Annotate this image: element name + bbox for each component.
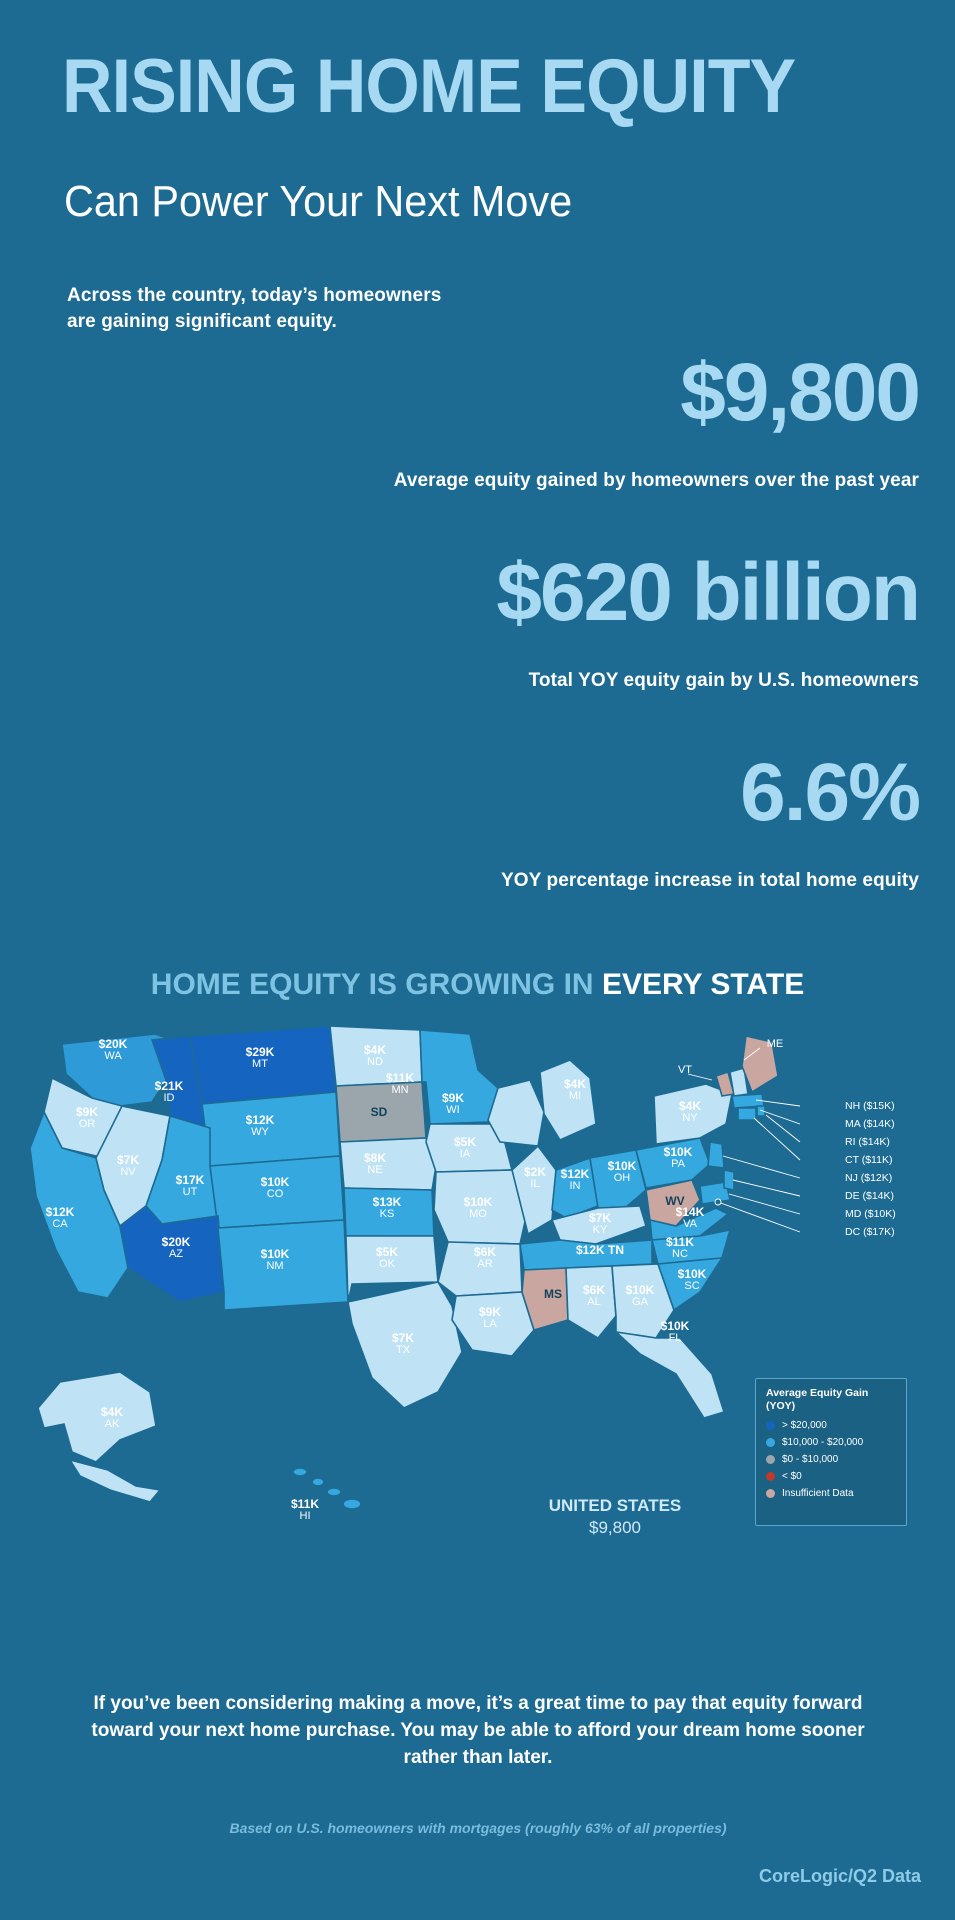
map-label-SC: $10K SC xyxy=(677,1267,707,1292)
stat-label-total-gain: Total YOY equity gain by U.S. homeowners xyxy=(528,670,919,691)
map-heading xyxy=(0,968,955,1002)
map-leader-NH: NH ($15K) xyxy=(845,1100,895,1112)
state-shape-DE xyxy=(724,1170,734,1190)
map-label-PA: $10K PA xyxy=(663,1145,693,1170)
map-label-IL: $2K IL xyxy=(523,1165,546,1190)
state-shape-TX xyxy=(348,1282,462,1408)
map-label-OK: $5K OK xyxy=(375,1245,398,1270)
map-label-ID: $21K ID xyxy=(154,1079,184,1104)
map-label-WA: $20K WA xyxy=(98,1037,128,1062)
map-leader-MD: MD ($10K) xyxy=(845,1208,896,1220)
state-shape-AK xyxy=(38,1372,156,1462)
map-label-CO: $10K CO xyxy=(260,1175,290,1200)
map-label-NE: $8K NE xyxy=(363,1151,386,1176)
state-shape-CO xyxy=(210,1156,344,1228)
map-label-AZ: $20K AZ xyxy=(161,1235,191,1260)
map-label-NY: $4K NY xyxy=(678,1099,701,1124)
map-label-TN: $12K TN xyxy=(575,1243,625,1257)
map-label-KS: $13K KS xyxy=(372,1195,402,1220)
state-shape-MT xyxy=(190,1026,336,1104)
state-shape-OH xyxy=(590,1150,646,1214)
source-credit: CoreLogic/Q2 Data xyxy=(758,1866,921,1886)
state-shape-SD xyxy=(336,1082,426,1142)
footnote: Based on U.S. homeowners with mortgages (roughly 63% of all properties) xyxy=(229,1820,727,1836)
map-label-CA: $12K CA xyxy=(45,1205,75,1230)
state-shape-KS xyxy=(344,1188,434,1236)
map-label-GA: $10K GA xyxy=(625,1283,655,1308)
us-equity-map xyxy=(0,1020,955,1640)
map-label-KY: $7K KY xyxy=(588,1211,611,1236)
legend-item-negative xyxy=(766,1471,898,1482)
map-label-IA: $5K IA xyxy=(453,1135,476,1160)
state-shape-WY xyxy=(202,1092,340,1166)
map-label-MO: $10K MO xyxy=(463,1195,493,1220)
map-label-VA: $14K VA xyxy=(675,1205,705,1230)
state-shape-ME xyxy=(742,1036,778,1092)
map-label-MS: MS xyxy=(544,1287,562,1301)
legend-swatch-insufficient xyxy=(766,1489,775,1498)
map-svg xyxy=(0,1020,955,1640)
map-leader-RI: RI ($14K) xyxy=(845,1136,890,1148)
legend-item-gt20k xyxy=(766,1420,898,1431)
map-leader-DC: DC ($17K) xyxy=(845,1226,895,1238)
map-label-AK: $4K AK xyxy=(100,1405,123,1430)
legend-item-10k-20k xyxy=(766,1437,898,1448)
state-shape-ND xyxy=(330,1026,422,1086)
map-label-OR: $9K OR xyxy=(75,1105,98,1130)
state-shape-CT xyxy=(738,1108,756,1120)
legend-item-0-10k xyxy=(766,1454,898,1465)
state-shape-MN xyxy=(420,1030,498,1124)
state-shape-AK-tail xyxy=(70,1460,160,1502)
legend-label-negative: < $0 xyxy=(782,1471,802,1482)
map-label-MT: $29K MT xyxy=(245,1045,275,1070)
state-shape-NJ xyxy=(708,1142,724,1168)
legend-swatch-negative xyxy=(766,1472,775,1481)
page-subtitle: Can Power Your Next Move xyxy=(64,177,573,226)
legend-label-insufficient: Insufficient Data xyxy=(782,1488,854,1499)
map-label-LA: $9K LA xyxy=(478,1305,501,1330)
state-shape-MO xyxy=(434,1170,528,1244)
map-label-AR: $6K AR xyxy=(473,1245,496,1270)
us-total-value: $9,800 xyxy=(589,1518,641,1537)
state-shape-HI xyxy=(293,1468,361,1509)
map-leader-NJ: NJ ($12K) xyxy=(845,1172,893,1184)
intro-text: Across the country, today’s homeowners are gaining significant equity. xyxy=(67,285,442,332)
legend-label-0-10k: $0 - $10,000 xyxy=(782,1454,839,1465)
state-shape-PA xyxy=(636,1138,710,1188)
map-label-WI: $9K WI xyxy=(441,1091,464,1116)
map-leader-DE: DE ($14K) xyxy=(845,1190,895,1202)
map-label-ND: $4K ND xyxy=(363,1043,386,1068)
legend-title: Average Equity Gain (YOY) xyxy=(766,1387,869,1412)
map-legend xyxy=(755,1378,907,1526)
state-shape-NE xyxy=(340,1138,436,1190)
us-total-label: UNITED STATES xyxy=(548,1496,682,1515)
state-shape-LA xyxy=(452,1292,534,1356)
stat-label-avg-equity: Average equity gained by homeowners over the past year xyxy=(393,470,919,491)
page-title: RISING HOME EQUITY xyxy=(62,44,796,129)
us-total xyxy=(525,1495,705,1539)
legend-label-gt20k: > $20,000 xyxy=(782,1420,827,1431)
map-label-HI: $11K HI xyxy=(290,1497,320,1522)
stat-label-yoy-pct: YOY percentage increase in total home equity xyxy=(501,870,919,891)
map-label-NM: $10K NM xyxy=(260,1247,290,1272)
map-label-ME: ME xyxy=(766,1038,784,1050)
map-label-OH: $10K OH xyxy=(607,1159,637,1184)
stat-value-yoy-pct: 6.6% xyxy=(740,747,919,838)
map-leader-MA: MA ($14K) xyxy=(845,1118,895,1130)
map-label-VT: VT xyxy=(677,1064,693,1076)
stat-value-avg-equity: $9,800 xyxy=(680,347,919,438)
state-shape-MI xyxy=(540,1060,596,1140)
map-label-FL: $10K FL xyxy=(660,1319,690,1344)
map-label-NC: $11K NC xyxy=(665,1235,695,1260)
legend-swatch-gt20k xyxy=(766,1421,775,1430)
stat-value-total-gain: $620 billion xyxy=(496,547,919,638)
state-shape-AR xyxy=(438,1242,522,1296)
state-shape-NM xyxy=(218,1220,348,1310)
state-shape-FL xyxy=(616,1332,724,1418)
map-heading-bright: EVERY STATE xyxy=(601,968,805,1001)
map-leader-CT: CT ($11K) xyxy=(845,1154,893,1166)
map-label-MN: $11K MN xyxy=(385,1071,415,1096)
state-shape-AL xyxy=(566,1266,616,1338)
legend-label-10k-20k: $10,000 - $20,000 xyxy=(782,1437,864,1448)
map-label-WY: $12K WY xyxy=(245,1113,275,1138)
map-heading-dim: HOME EQUITY IS GROWING IN xyxy=(150,968,602,1001)
map-label-TX: $7K TX xyxy=(391,1331,414,1356)
map-label-MI: $4K MI xyxy=(563,1077,586,1102)
legend-item-insufficient xyxy=(766,1488,898,1499)
map-label-WV: WV xyxy=(665,1194,685,1208)
map-label-AL: $6K AL xyxy=(582,1283,605,1308)
map-label-SD: SD xyxy=(370,1105,388,1119)
map-label-UT: $17K UT xyxy=(175,1173,205,1198)
map-label-IN: $12K IN xyxy=(560,1167,590,1192)
legend-swatch-10k-20k xyxy=(766,1438,775,1447)
map-label-NV: $7K NV xyxy=(116,1153,139,1178)
closing-text: If you’ve been considering making a move, it’s a great time to pay that equity forward toward your next home purchase. You may be able to afford your dream home sooner rather than later. xyxy=(91,1693,865,1768)
legend-swatch-0-10k xyxy=(766,1455,775,1464)
